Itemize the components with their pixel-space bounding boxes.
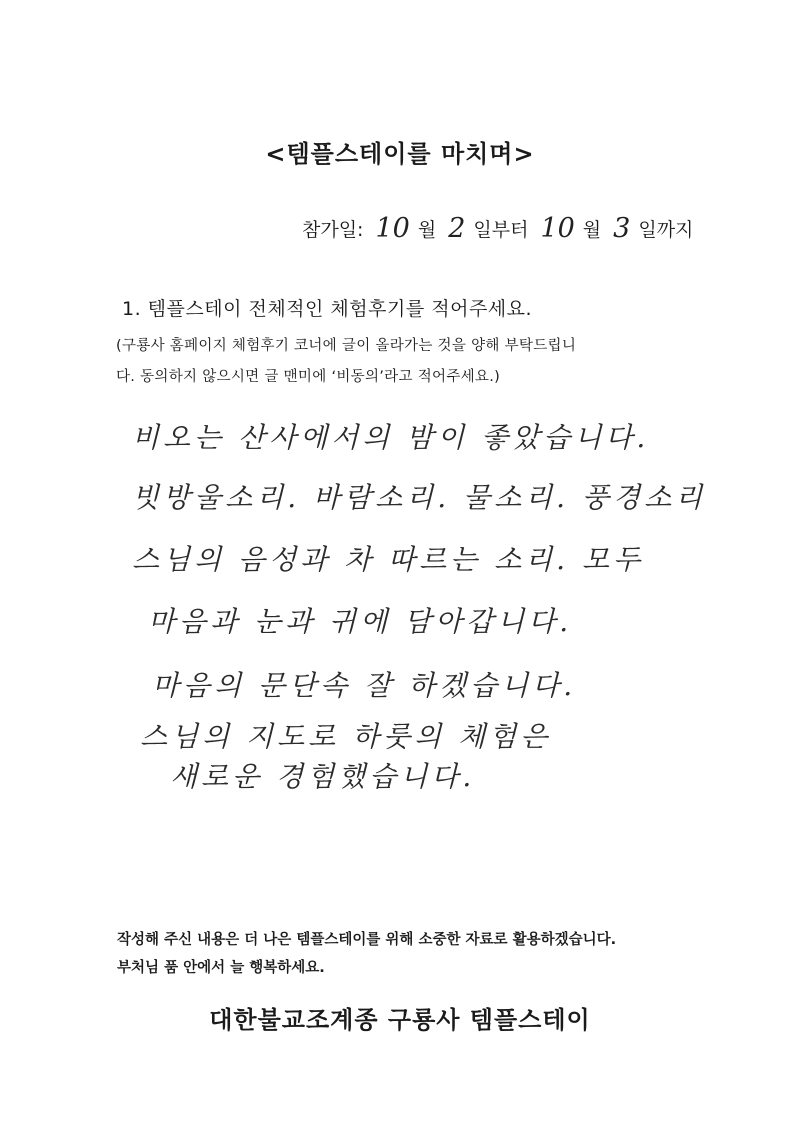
closing-line-2: 부처님 품 안에서 늘 행복하세요. (117, 960, 325, 976)
closing-message (117, 926, 616, 982)
handwritten-line: 새로운 경험했습니다. (170, 760, 476, 793)
month-unit-1: 월 (417, 218, 437, 241)
end-day-handwritten: 3 (613, 212, 631, 244)
handwritten-line: 마음의 문단속 잘 하겠습니다. (152, 669, 577, 702)
handwritten-line: 스님의 음성과 차 따르는 소리. 모두 (132, 543, 645, 576)
consent-note (116, 331, 576, 393)
from-text: 일부터 (473, 218, 529, 241)
period-label: 참가일: (302, 218, 364, 241)
start-day-handwritten: 2 (448, 212, 466, 244)
handwritten-line: 마음과 눈과 귀에 담아갑니다. (148, 605, 573, 638)
page-title: <템플스테이를 마치며> (265, 140, 535, 168)
month-unit-2: 월 (582, 218, 602, 241)
closing-line-1: 작성해 주신 내용은 더 나은 템플스테이를 위해 소중한 자료로 활용하겠습니다. (117, 932, 617, 948)
consent-note-line-2: 다. 동의하지 않으시면 글 맨미에 ‘비동의’라고 적어주세요.) (116, 369, 501, 385)
handwritten-line: 스님의 지도로 하룻의 체험은 (140, 720, 552, 753)
end-month-handwritten: 10 (540, 212, 575, 244)
handwritten-line: 비오는 산사에서의 밤이 좋았습니다. (132, 421, 650, 454)
start-month-handwritten: 10 (375, 212, 410, 244)
consent-note-line-1: (구룡사 홈페이지 체험후기 코너에 글이 올라가는 것을 양해 부탁드립니 (116, 338, 577, 354)
question-heading: 1. 템플스테이 전체적인 체험후기를 적어주세요. (122, 298, 533, 320)
until-text: 일까지 (638, 218, 694, 241)
participation-period (302, 208, 697, 248)
handwritten-line: 빗방울소리. 바람소리. 물소리. 풍경소리 (132, 481, 707, 514)
organization-footer: 대한불교조계종 구룡사 템플스테이 (209, 1006, 591, 1034)
